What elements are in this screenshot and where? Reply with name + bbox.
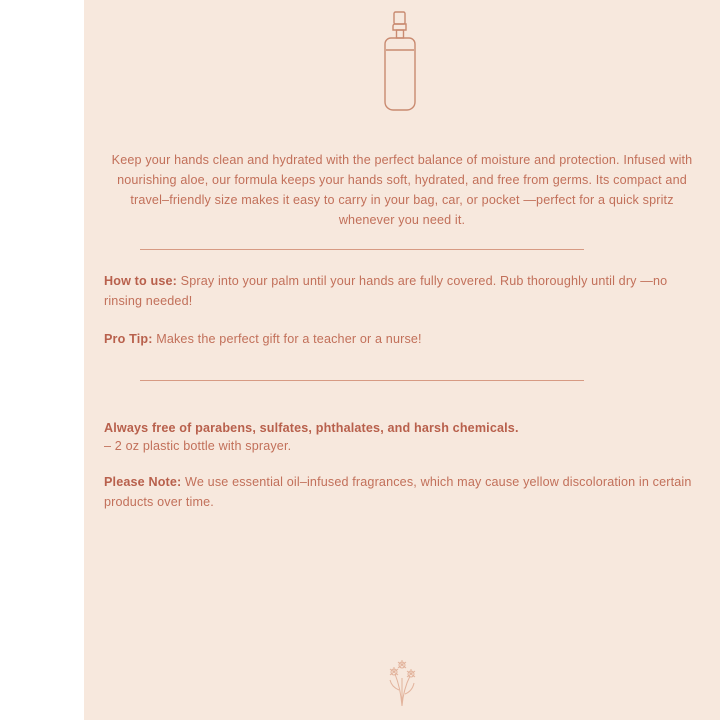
wildflower-sprig-icon [84,650,720,711]
divider-bottom [140,380,584,381]
how-to-use-label: How to use: [104,274,178,288]
intro-paragraph: Keep your hands clean and hydrated with the perfect balance of moisture and protection. Infused with nourishing aloe, our formula keeps your hands soft, hydrated, and free from germs. Its compact and travel–friendly size makes it easy to carry in your bag, car, or pocket —perfect for a quick spritz whenever you need it. [111,153,693,227]
pro-tip-block [104,330,700,350]
how-to-use-block [104,272,700,311]
pro-tip-text: Makes the perfect gift for a teacher or a nurse! [152,332,422,346]
left-margin-strip [0,0,84,720]
bottle-size-text: – 2 oz plastic bottle with sprayer. [104,439,292,453]
pro-tip-label: Pro Tip: [104,332,153,346]
please-note-block [104,473,700,512]
divider-top [140,249,584,250]
how-to-use-text: Spray into your palm until your hands are fully covered. Rub thoroughly until dry —no rinsing needed! [104,274,668,308]
page-content [84,0,720,720]
please-note-label: Please Note: [104,475,182,489]
free-of-statement [104,419,700,439]
free-of-text: Always free of parabens, sulfates, phthalates, and harsh chemicals. [104,421,519,435]
spray-bottle-icon [84,8,720,128]
please-note-text: We use essential oil–infused fragrances, which may cause yellow discoloration in certain products over time. [104,475,692,509]
